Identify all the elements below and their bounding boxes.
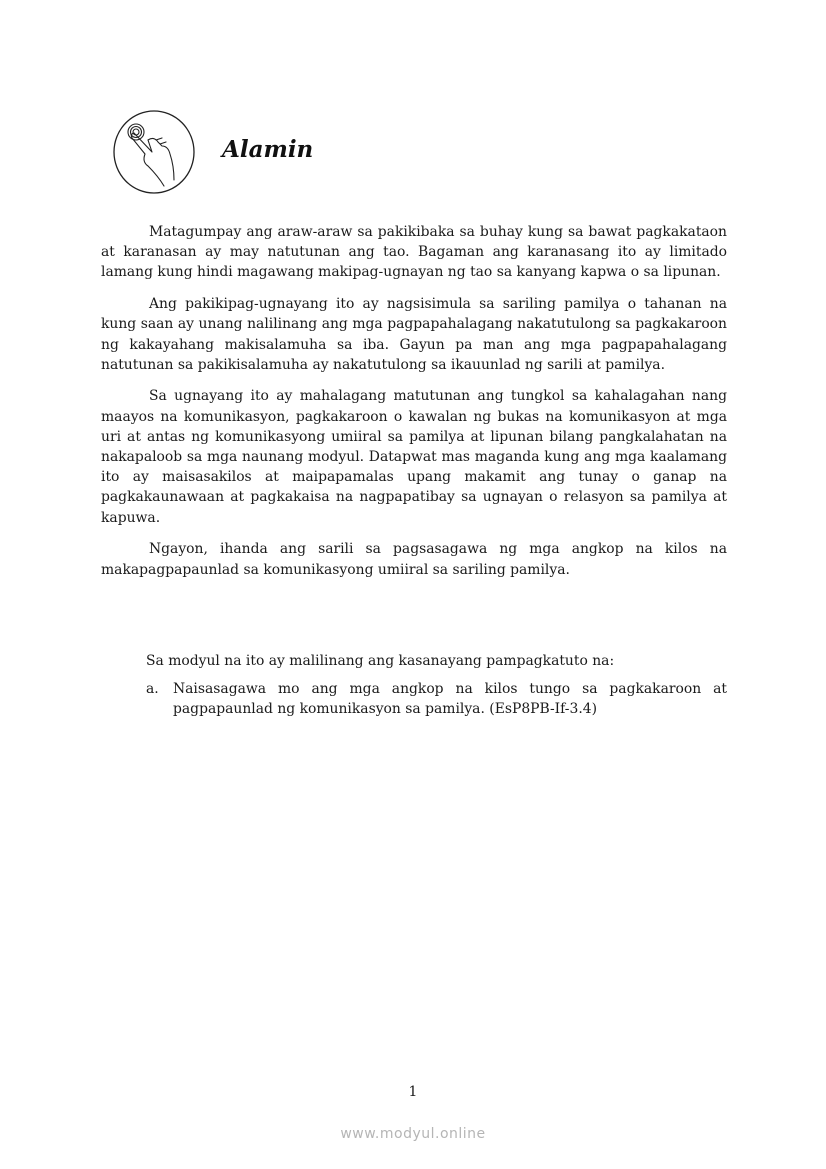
watermark: www.modyul.online <box>340 1126 486 1142</box>
paragraph: Ngayon, ihanda ang sarili sa pagsasagawa ng mga angkop na kilos na makapagpapaunlad sa komunikasyong umiiral sa sariling pamilya. <box>101 541 727 578</box>
paragraph: Sa ugnayang ito ay mahalagang matutunan ang tungkol sa kahalagahan nang maayos na komunikasyon, pagkakaroon o kawalan ng bukas na komunikasyon at mga uri at antas ng komunikasyong umiiral sa pamilya at lipunan bilang pangkalahatan na nakapaloob sa mga naunang modyul. Datapwat mas maganda kung ang mga kaalamang ito ay maisasakilos at maipapamalas upang makamit ang tunay o ganap na pagkakaunawaan at pagkakaisa na nagpapatibay sa ugnayan o relasyon sa pamilya at kapuwa. <box>101 388 727 526</box>
page-number: 1 <box>408 1084 418 1100</box>
section-title: Alamin <box>222 136 314 163</box>
list-marker: a. <box>146 681 159 698</box>
objective-text: Naisasagawa mo ang mga angkop na kilos tungo sa pagkakaroon at pagpapaunlad ng komunikasyon sa pamilya. (EsP8PB-If-3.4) <box>173 681 727 718</box>
finger-touch-icon <box>112 110 196 194</box>
body-text <box>101 222 727 591</box>
objectives-intro: Sa modyul na ito ay malilinang ang kasanayang pampagkatuto na: <box>146 653 615 669</box>
objective-item <box>146 679 727 719</box>
paragraph: Matagumpay ang araw-araw sa pakikibaka sa buhay kung sa bawat pagkakataon at karanasan ay may natutunan ang tao. Bagaman ang karanasang ito ay limitado lamang kung hindi magawang makipag-ugnayan ng tao sa kanyang kapwa o sa lipunan. <box>101 224 727 281</box>
paragraph: Ang pakikipag-ugnayang ito ay nagsisimula sa sariling pamilya o tahanan na kung saan ay unang nalilinang ang mga pagpapahalagang nakatutulong sa pagkakaroon ng kakayahang makisalamuha sa iba. Gayun pa man ang mga pagpapahalagang natutunan sa pakikisalamuha ay nakatutulong sa ikauunlad ng sarili at pamilya. <box>101 296 727 373</box>
objectives <box>146 651 727 720</box>
